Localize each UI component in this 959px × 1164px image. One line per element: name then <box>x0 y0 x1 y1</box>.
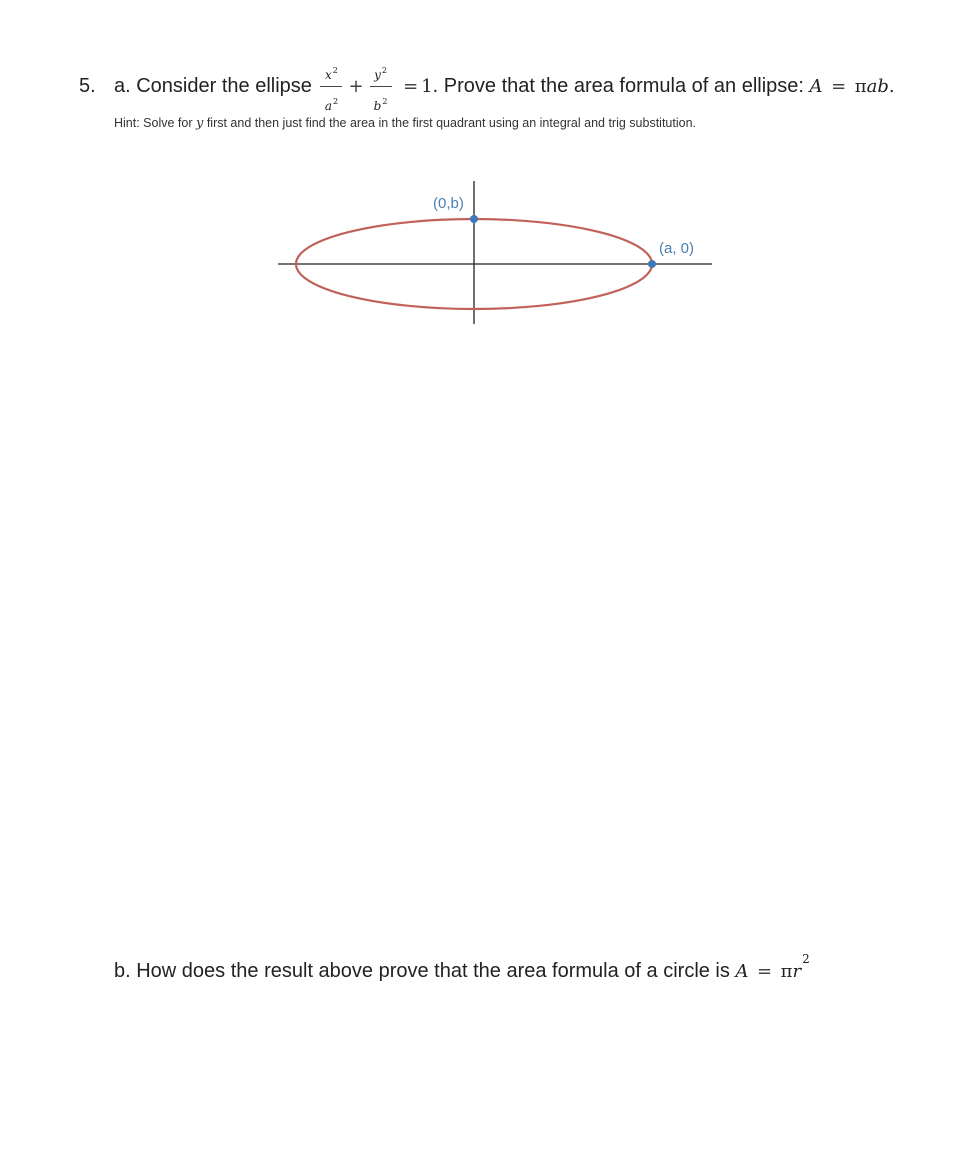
formula-lhs: A <box>809 76 823 97</box>
formula-equals: = <box>831 76 847 97</box>
part-a-intro: a. Consider the ellipse <box>114 75 312 97</box>
circle-formula-lhs: A <box>735 961 749 982</box>
fraction-bar <box>320 86 342 87</box>
fraction-numerator: $x^2$ <box>325 66 338 82</box>
formula-period: . <box>888 76 895 97</box>
fraction-y-over-b <box>369 66 393 113</box>
formula-pi: π <box>854 76 867 97</box>
circle-formula-pi: π <box>780 961 793 982</box>
fraction-denominator: $a^2$ <box>324 97 339 113</box>
circle-formula-var: r <box>792 961 802 982</box>
part-b-statement <box>114 952 810 986</box>
ellipse-figure <box>270 175 720 330</box>
hint-variable: y <box>195 116 204 131</box>
part-b-text: b. How does the result above prove that the area formula of a circle is <box>114 960 736 982</box>
equals-sign: = <box>403 76 419 97</box>
part-a-prompt: . Prove that the area formula of an ellipse: <box>432 75 810 97</box>
fraction-bar <box>370 86 392 87</box>
rhs-one: 1 <box>421 76 433 97</box>
point-0-b <box>470 215 478 223</box>
circle-formula-equals: = <box>757 961 773 982</box>
fraction-denominator: $b^2$ <box>373 97 388 113</box>
question-number: 5. <box>79 75 96 97</box>
fraction-numerator: $y^2$ <box>374 66 387 82</box>
hint-text: Hint: Solve for y first and then just find the area in the first quadrant using an integral and trig substitution. <box>114 116 697 131</box>
fraction-x-over-a <box>319 66 343 113</box>
part-a-statement <box>114 66 895 113</box>
label-a-0: (a, 0) <box>659 240 695 257</box>
point-a-0 <box>648 260 656 268</box>
plus-sign: + <box>348 76 364 97</box>
formula-vars: ab <box>866 76 889 97</box>
circle-formula-exponent: 2 <box>802 952 810 966</box>
label-0-b: (0,b) <box>433 195 464 212</box>
